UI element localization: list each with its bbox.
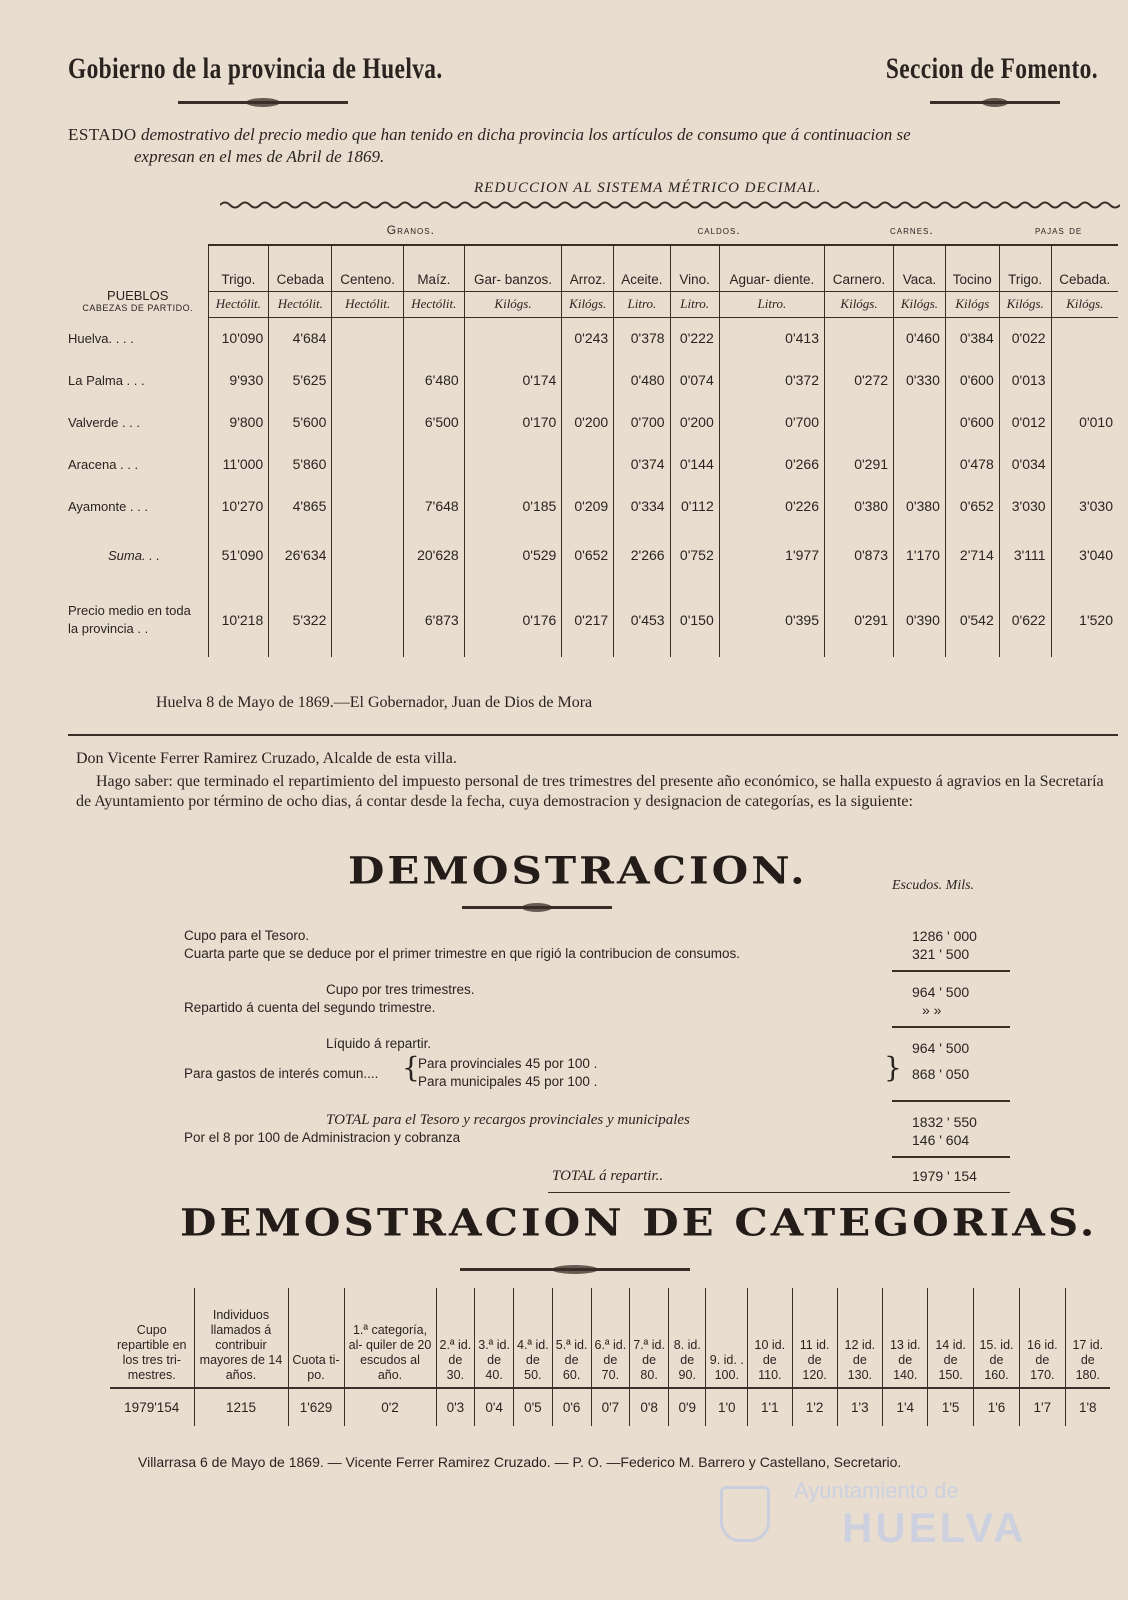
column-header: Carnero. bbox=[825, 245, 894, 291]
price-cell: 0'374 bbox=[614, 443, 670, 485]
administracion bbox=[184, 1130, 460, 1145]
repartido bbox=[184, 1000, 435, 1015]
price-cell: 0'176 bbox=[464, 583, 562, 657]
price-cell: 6'873 bbox=[403, 583, 464, 657]
categoria-value: 1'8 bbox=[1065, 1388, 1110, 1426]
price-cell: 9'800 bbox=[208, 401, 269, 443]
price-cell: 0'390 bbox=[894, 583, 946, 657]
price-cell bbox=[825, 317, 894, 359]
estado-line2: expresan en el mes de Abril de 1869. bbox=[134, 147, 385, 166]
categorias-header-row bbox=[110, 1288, 1110, 1388]
price-cell: 0'200 bbox=[562, 401, 614, 443]
price-cell bbox=[464, 443, 562, 485]
price-row bbox=[68, 317, 1118, 359]
price-cell: 0'144 bbox=[670, 443, 719, 485]
cupo-tres bbox=[326, 982, 475, 997]
price-cell: 0'226 bbox=[719, 485, 824, 527]
estado-line1: demostrativo del precio medio que han tenido en dicha provincia los artículos de consumo que á continuacion se bbox=[140, 125, 911, 144]
unit-label: Kilógs. bbox=[999, 291, 1051, 317]
price-cell bbox=[464, 317, 562, 359]
price-cell: 0'873 bbox=[825, 527, 894, 583]
price-cell: 4'684 bbox=[269, 317, 332, 359]
row-label-text: la provincia . . bbox=[68, 621, 149, 636]
price-cell: 0'380 bbox=[894, 485, 946, 527]
categoria-header: 5.ª id. de 60. bbox=[552, 1288, 591, 1388]
price-cell: 0'380 bbox=[825, 485, 894, 527]
categoria-header: 8. id. de 90. bbox=[669, 1288, 706, 1388]
price-cell: 10'090 bbox=[208, 317, 269, 359]
price-cell: 0'112 bbox=[670, 485, 719, 527]
categoria-header: 12 id. de 130. bbox=[837, 1288, 882, 1388]
column-header: Tocino bbox=[945, 245, 999, 291]
price-cell: 0'460 bbox=[894, 317, 946, 359]
price-cell: 0'652 bbox=[562, 527, 614, 583]
section-divider bbox=[68, 734, 1118, 736]
categoria-header: 4.ª id. de 50. bbox=[514, 1288, 553, 1388]
total-tesoro-amount: 1832 ' 550 bbox=[912, 1114, 977, 1130]
group-header-row bbox=[68, 215, 1118, 245]
price-table-body bbox=[68, 317, 1118, 657]
suma-row bbox=[68, 527, 1118, 583]
column-header: Centeno. bbox=[332, 245, 404, 291]
row-label-text: Huelva. . . . bbox=[68, 330, 134, 346]
categoria-value: 0'9 bbox=[669, 1388, 706, 1426]
total-repartir-amount: 1979 ' 154 bbox=[912, 1168, 977, 1184]
price-cell bbox=[562, 443, 614, 485]
categoria-value: 1'5 bbox=[928, 1388, 973, 1426]
alcalde-signature: Villarrasa 6 de Mayo de 1869. — Vicente Ferrer Ramirez Cruzado. — P. O. —Federico M. Barrero y Castellano, Secretario. bbox=[138, 1454, 902, 1470]
categoria-value: 0'3 bbox=[436, 1388, 475, 1426]
column-header: Aceite. bbox=[614, 245, 670, 291]
administracion-label: Por el 8 por 100 de Administracion y cobranza bbox=[184, 1130, 461, 1145]
price-cell bbox=[332, 485, 404, 527]
unit-label: Kilógs. bbox=[562, 291, 614, 317]
categoria-header: 2.ª id. de 30. bbox=[436, 1288, 475, 1388]
price-cell: 7'648 bbox=[403, 485, 464, 527]
group-granos: Granos. bbox=[208, 215, 614, 245]
price-cell: 0'174 bbox=[464, 359, 562, 401]
liquido-label: Líquido á repartir. bbox=[326, 1036, 432, 1051]
header-ornament-right bbox=[930, 101, 1060, 104]
cupo-tres-label: Cupo por tres trimestres. bbox=[326, 982, 475, 997]
price-cell: 0'291 bbox=[825, 443, 894, 485]
categorias-table bbox=[110, 1288, 1110, 1426]
repartido-label: Repartido á cuenta del segundo trimestre. bbox=[184, 1000, 436, 1015]
price-cell: 0'291 bbox=[825, 583, 894, 657]
subtotal-rule bbox=[892, 970, 1010, 972]
price-cell: 0'209 bbox=[562, 485, 614, 527]
row-label bbox=[68, 583, 208, 657]
categoria-header: 10 id. de 110. bbox=[748, 1288, 792, 1388]
row-label bbox=[68, 485, 208, 527]
column-header: Cebada bbox=[269, 245, 332, 291]
amount-brace: } bbox=[884, 1051, 902, 1084]
municipales bbox=[418, 1074, 597, 1089]
categoria-value: 1'629 bbox=[288, 1388, 344, 1426]
categorias-title: DEMOSTRACION DE CATEGORIAS. bbox=[180, 1200, 1098, 1245]
categoria-value: 0'6 bbox=[552, 1388, 591, 1426]
price-cell: 0'185 bbox=[464, 485, 562, 527]
price-cell: 0'243 bbox=[562, 317, 614, 359]
price-cell: 0'217 bbox=[562, 583, 614, 657]
unit-label: Hectólit. bbox=[403, 291, 464, 317]
categoria-value: 1'1 bbox=[748, 1388, 792, 1426]
price-cell: 0'384 bbox=[945, 317, 999, 359]
row-label bbox=[68, 443, 208, 485]
column-header: Gar- banzos. bbox=[464, 245, 562, 291]
unit-label: Kilógs bbox=[945, 291, 999, 317]
price-cell bbox=[562, 359, 614, 401]
price-row bbox=[68, 485, 1118, 527]
total-tesoro bbox=[326, 1112, 690, 1129]
price-cell bbox=[332, 317, 404, 359]
liquido bbox=[326, 1036, 431, 1051]
price-cell: 0'378 bbox=[614, 317, 670, 359]
price-cell: 2'714 bbox=[945, 527, 999, 583]
price-cell bbox=[403, 317, 464, 359]
price-cell: 0'330 bbox=[894, 359, 946, 401]
row-label bbox=[68, 317, 208, 359]
price-cell bbox=[825, 401, 894, 443]
price-cell: 0'600 bbox=[945, 401, 999, 443]
cuarta-parte-label: Cuarta parte que se deduce por el primer trimestre en que rigió la contribucion de consumos. bbox=[184, 946, 741, 961]
categoria-header: 3.ª id. de 40. bbox=[475, 1288, 514, 1388]
alcalde-heading: Don Vicente Ferrer Ramirez Cruzado, Alcalde de esta villa. bbox=[76, 750, 457, 767]
price-cell bbox=[332, 583, 404, 657]
categoria-value: 0'8 bbox=[630, 1388, 669, 1426]
unit-label: Hectólit. bbox=[332, 291, 404, 317]
price-cell: 6'480 bbox=[403, 359, 464, 401]
price-cell bbox=[332, 527, 404, 583]
provinciales bbox=[418, 1056, 597, 1071]
demostracion-ornament bbox=[462, 906, 612, 909]
cupo-tesoro bbox=[184, 928, 309, 943]
medio-row bbox=[68, 583, 1118, 657]
gobernador-signature: Huelva 8 de Mayo de 1869.—El Gobernador, Juan de Dios de Mora bbox=[156, 694, 593, 711]
column-header: Cebada. bbox=[1051, 245, 1118, 291]
administracion-amount: 146 ' 604 bbox=[912, 1132, 970, 1148]
price-cell: 0'022 bbox=[999, 317, 1051, 359]
wavy-ornament bbox=[220, 200, 1120, 210]
categoria-value: 1979'154 bbox=[124, 1400, 180, 1415]
price-cell: 0'700 bbox=[719, 401, 824, 443]
price-cell: 3'030 bbox=[1051, 485, 1118, 527]
categoria-header: 14 id. de 150. bbox=[928, 1288, 973, 1388]
categorias-value-row bbox=[110, 1388, 1110, 1426]
price-cell: 2'266 bbox=[614, 527, 670, 583]
column-header: Aguar- diente. bbox=[719, 245, 824, 291]
row-label-text: Precio medio en toda bbox=[68, 603, 191, 618]
total-repartir bbox=[552, 1168, 663, 1185]
pueblos-sublabel: CABEZAS DE PARTIDO. bbox=[82, 303, 194, 313]
municipales-label: Para municipales 45 por 100 . bbox=[418, 1074, 598, 1089]
subtotal-rule bbox=[892, 1156, 1010, 1158]
pueblos-label: PUEBLOS bbox=[107, 288, 169, 303]
price-cell: 9'930 bbox=[208, 359, 269, 401]
column-header: Vaca. bbox=[894, 245, 946, 291]
header-ornament-left bbox=[178, 101, 348, 104]
price-cell: 0'622 bbox=[999, 583, 1051, 657]
price-cell: 0'372 bbox=[719, 359, 824, 401]
categoria-header: 11 id. de 120. bbox=[792, 1288, 837, 1388]
estado-intro bbox=[68, 124, 1118, 168]
column-header: Trigo. bbox=[999, 245, 1051, 291]
total-repartir-label: TOTAL á repartir.. bbox=[552, 1168, 664, 1184]
demostracion-title: DEMOSTRACION. bbox=[348, 848, 808, 893]
price-cell: 0'013 bbox=[999, 359, 1051, 401]
price-cell: 3'040 bbox=[1051, 527, 1118, 583]
categoria-value: 1'7 bbox=[1020, 1388, 1065, 1426]
price-cell: 3'111 bbox=[999, 527, 1051, 583]
price-cell: 3'030 bbox=[999, 485, 1051, 527]
price-cell: 0'395 bbox=[719, 583, 824, 657]
price-cell: 0'222 bbox=[670, 317, 719, 359]
price-row bbox=[68, 359, 1118, 401]
gastos-brace: { bbox=[402, 1051, 420, 1084]
cuarta-parte bbox=[184, 946, 740, 961]
subtotal-rule bbox=[892, 1026, 1010, 1028]
price-cell: 0'170 bbox=[464, 401, 562, 443]
unit-label: Kilógs. bbox=[894, 291, 946, 317]
row-label bbox=[68, 401, 208, 443]
price-cell: 1'170 bbox=[894, 527, 946, 583]
price-cell: 0'413 bbox=[719, 317, 824, 359]
price-cell: 11'000 bbox=[208, 443, 269, 485]
categoria-header: 9. id. . 100. bbox=[706, 1288, 748, 1388]
price-cell: 0'012 bbox=[999, 401, 1051, 443]
price-cell: 0'700 bbox=[614, 401, 670, 443]
total-tesoro-label: TOTAL para el Tesoro y recargos provinciales y municipales bbox=[326, 1112, 690, 1128]
price-cell bbox=[1051, 317, 1118, 359]
price-cell: 0'266 bbox=[719, 443, 824, 485]
price-cell bbox=[894, 443, 946, 485]
notice-paragraph: Hago saber: que terminado el repartimiento del impuesto personal de tres trimestres del presente año económico, se halla expuesto á agravios en la Secretaría de Ayuntamiento por término de ocho dias, á contar desde la fecha, cuya demostracion y designacion de categorías, es la siguiente: bbox=[76, 773, 1104, 810]
column-header: Arroz. bbox=[562, 245, 614, 291]
categoria-header: Cupo repartible en los tres tri- mestres. bbox=[110, 1288, 194, 1388]
price-cell: 0'542 bbox=[945, 583, 999, 657]
price-cell: 0'752 bbox=[670, 527, 719, 583]
price-cell: 0'600 bbox=[945, 359, 999, 401]
repartido-amount: » » bbox=[922, 1002, 942, 1018]
price-row bbox=[68, 401, 1118, 443]
watermark-line2: HUELVA bbox=[842, 1504, 1027, 1551]
categoria-value: 0'5 bbox=[514, 1388, 553, 1426]
cupo-tesoro-amount: 1286 ' 000 bbox=[912, 928, 977, 944]
column-header: Trigo. bbox=[208, 245, 269, 291]
liquido-amount: 964 ' 500 bbox=[912, 1040, 970, 1056]
price-cell: 0'453 bbox=[614, 583, 670, 657]
row-label-text: Aracena . . . bbox=[68, 456, 139, 472]
total-rule bbox=[548, 1192, 1010, 1193]
price-cell: 0'034 bbox=[999, 443, 1051, 485]
column-header: Maíz. bbox=[403, 245, 464, 291]
categoria-value: 0'2 bbox=[344, 1388, 436, 1426]
provinciales-label: Para provinciales 45 por 100 . bbox=[418, 1056, 598, 1071]
unit-label: Hectólit. bbox=[208, 291, 269, 317]
unit-label: Kilógs. bbox=[1051, 291, 1118, 317]
categoria-header: 1.ª categoría, al- quiler de 20 escudos al año. bbox=[344, 1288, 436, 1388]
categoria-header: 13 id. de 140. bbox=[883, 1288, 928, 1388]
row-label-text: Suma. . . bbox=[108, 547, 161, 563]
unit-label: Kilógs. bbox=[464, 291, 562, 317]
price-cell: 10'270 bbox=[208, 485, 269, 527]
price-cell bbox=[894, 401, 946, 443]
categoria-value: 1'0 bbox=[706, 1388, 748, 1426]
subtotal-rule bbox=[892, 1100, 1010, 1102]
unit-label: Hectólit. bbox=[269, 291, 332, 317]
ayuntamiento-seal-icon bbox=[720, 1486, 770, 1542]
categoria-header: 15. id. de 160. bbox=[973, 1288, 1019, 1388]
categoria-value: 0'4 bbox=[475, 1388, 514, 1426]
categoria-header: Individuos llamados á contribuir mayores de 14 años. bbox=[194, 1288, 288, 1388]
header-left: Gobierno de la provincia de Huelva. bbox=[68, 52, 443, 85]
unit-row bbox=[68, 291, 1118, 317]
pueblos-header bbox=[68, 245, 208, 317]
price-cell bbox=[403, 443, 464, 485]
price-table bbox=[68, 215, 1118, 657]
row-label bbox=[68, 359, 208, 401]
price-cell bbox=[332, 359, 404, 401]
row-label bbox=[68, 527, 208, 583]
categoria-value: 0'7 bbox=[591, 1388, 630, 1426]
cuarta-parte-amount: 321 ' 500 bbox=[912, 946, 970, 962]
cupo-tres-amount: 964 ' 500 bbox=[912, 984, 970, 1000]
price-cell: 5'860 bbox=[269, 443, 332, 485]
header-right: Seccion de Fomento. bbox=[885, 52, 1098, 85]
categoria-header: 7.ª id. de 80. bbox=[630, 1288, 669, 1388]
categoria-value: 1'3 bbox=[837, 1388, 882, 1426]
cupo-tesoro-label: Cupo para el Tesoro. bbox=[184, 928, 310, 943]
categoria-header: 6.ª id. de 70. bbox=[591, 1288, 630, 1388]
price-cell: 0'200 bbox=[670, 401, 719, 443]
row-label-text: Ayamonte . . . bbox=[68, 498, 148, 514]
gastos bbox=[184, 1066, 378, 1081]
price-cell: 0'010 bbox=[1051, 401, 1118, 443]
categoria-header: Cuota ti- po. bbox=[288, 1288, 344, 1388]
group-caldos: caldos. bbox=[614, 215, 825, 245]
price-cell: 6'500 bbox=[403, 401, 464, 443]
categoria-header: 16 id. de 170. bbox=[1020, 1288, 1065, 1388]
categoria-value: 1215 bbox=[194, 1388, 288, 1426]
row-label-text: La Palma . . . bbox=[68, 372, 145, 388]
gastos-amount: 868 ' 050 bbox=[912, 1066, 970, 1082]
column-header: Vino. bbox=[670, 245, 719, 291]
categoria-header: 17 id. de 180. bbox=[1065, 1288, 1110, 1388]
categoria-value: 1'4 bbox=[883, 1388, 928, 1426]
group-carnes: carnes. bbox=[825, 215, 1000, 245]
price-cell bbox=[332, 401, 404, 443]
price-cell: 51'090 bbox=[208, 527, 269, 583]
reduccion-heading: REDUCCION AL SISTEMA MÉTRICO DECIMAL. bbox=[474, 180, 822, 196]
categorias-ornament bbox=[460, 1268, 690, 1271]
price-cell: 26'634 bbox=[269, 527, 332, 583]
estado-lead: ESTADO bbox=[68, 125, 137, 144]
price-cell: 0'652 bbox=[945, 485, 999, 527]
categoria-value: 1'6 bbox=[973, 1388, 1019, 1426]
group-pajas: pajas de bbox=[999, 215, 1118, 245]
price-cell: 1'977 bbox=[719, 527, 824, 583]
price-cell: 5'322 bbox=[269, 583, 332, 657]
unit-label: Litro. bbox=[719, 291, 824, 317]
price-cell: 1'520 bbox=[1051, 583, 1118, 657]
price-cell: 0'529 bbox=[464, 527, 562, 583]
unit-label: Kilógs. bbox=[825, 291, 894, 317]
price-cell bbox=[332, 443, 404, 485]
watermark-line1: Ayuntamiento de bbox=[794, 1478, 959, 1503]
price-cell: 5'625 bbox=[269, 359, 332, 401]
price-row bbox=[68, 443, 1118, 485]
price-cell bbox=[1051, 359, 1118, 401]
price-cell: 0'074 bbox=[670, 359, 719, 401]
units-label: Escudos. Mils. bbox=[892, 878, 975, 893]
row-label-text: Valverde . . . bbox=[68, 414, 141, 430]
price-cell: 5'600 bbox=[269, 401, 332, 443]
price-cell bbox=[1051, 443, 1118, 485]
unit-label: Litro. bbox=[670, 291, 719, 317]
price-cell: 0'150 bbox=[670, 583, 719, 657]
price-cell: 4'865 bbox=[269, 485, 332, 527]
price-cell: 0'478 bbox=[945, 443, 999, 485]
price-cell: 0'272 bbox=[825, 359, 894, 401]
gastos-label: Para gastos de interés comun.... bbox=[184, 1066, 379, 1081]
price-cell: 0'480 bbox=[614, 359, 670, 401]
price-cell: 10'218 bbox=[208, 583, 269, 657]
price-cell: 0'334 bbox=[614, 485, 670, 527]
column-name-row bbox=[68, 245, 1118, 291]
categoria-value: 1'2 bbox=[792, 1388, 837, 1426]
price-cell: 20'628 bbox=[403, 527, 464, 583]
unit-label: Litro. bbox=[614, 291, 670, 317]
